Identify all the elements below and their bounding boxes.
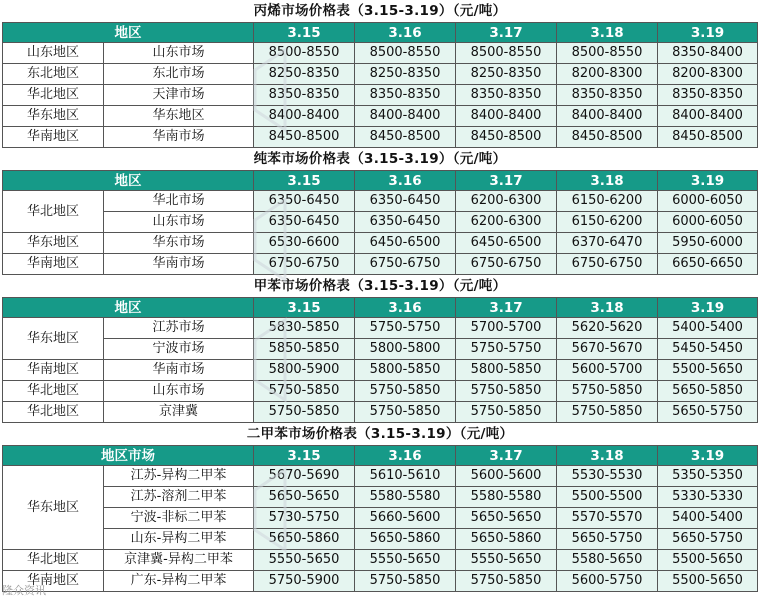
region-cell: 华北地区	[3, 402, 104, 423]
price-cell: 6200-6300	[456, 212, 557, 233]
column-header-date: 3.16	[355, 23, 456, 43]
region-cell: 华北地区	[3, 550, 104, 571]
price-cell: 5800-5850	[456, 360, 557, 381]
table-row	[3, 191, 758, 212]
market-cell: 江苏市场	[104, 318, 254, 339]
price-cell: 8350-8350	[658, 85, 758, 106]
benzene-title-row	[3, 148, 758, 171]
column-header-date: 3.15	[254, 23, 355, 43]
market-cell: 华东地区	[104, 106, 254, 127]
toluene-title-row	[3, 275, 758, 298]
price-cell: 5750-5850	[557, 402, 658, 423]
market-cell: 宁波市场	[104, 339, 254, 360]
benzene-table-title: 纯苯市场价格表（3.15-3.19）（元/吨）	[253, 151, 507, 167]
price-cell: 5750-5850	[355, 381, 456, 402]
market-cell: 山东-异构二甲苯	[104, 529, 254, 550]
price-cell: 6750-6750	[254, 254, 355, 275]
price-cell: 6350-6450	[355, 191, 456, 212]
table-row	[3, 360, 758, 381]
price-cell: 5750-5850	[355, 571, 456, 592]
price-table-body	[3, 0, 758, 592]
price-cell: 5610-5610	[355, 466, 456, 487]
region-cell: 华东地区	[3, 318, 104, 360]
price-cell: 5750-5850	[456, 381, 557, 402]
price-cell: 5530-5530	[557, 466, 658, 487]
column-header-region: 地区	[3, 23, 254, 43]
price-cell: 8350-8350	[456, 85, 557, 106]
price-cell: 8400-8400	[355, 106, 456, 127]
market-cell: 广东-异构二甲苯	[104, 571, 254, 592]
table-row	[3, 466, 758, 487]
price-cell: 5600-5700	[557, 360, 658, 381]
price-cell: 6150-6200	[557, 191, 658, 212]
market-cell: 京津冀-异构二甲苯	[104, 550, 254, 571]
price-cell: 5580-5580	[355, 487, 456, 508]
price-cell: 5650-5750	[557, 529, 658, 550]
price-cell: 5550-5650	[456, 550, 557, 571]
price-cell: 6530-6600	[254, 233, 355, 254]
column-header-date: 3.17	[456, 446, 557, 466]
price-cell: 8500-8550	[557, 43, 658, 64]
price-cell: 5750-5850	[254, 381, 355, 402]
column-header-date: 3.19	[658, 23, 758, 43]
price-cell: 8200-8300	[557, 64, 658, 85]
price-cell: 6650-6650	[658, 254, 758, 275]
price-cell: 8250-8350	[254, 64, 355, 85]
price-cell: 5750-5850	[456, 571, 557, 592]
table-row	[3, 402, 758, 423]
table-row	[3, 487, 758, 508]
market-cell: 江苏-异构二甲苯	[104, 466, 254, 487]
price-cell: 5500-5650	[658, 360, 758, 381]
price-cell: 6000-6050	[658, 212, 758, 233]
xylene-header-row	[3, 446, 758, 466]
table-row	[3, 64, 758, 85]
price-cell: 8450-8500	[557, 127, 658, 148]
market-cell: 华北市场	[104, 191, 254, 212]
column-header-date: 3.15	[254, 171, 355, 191]
table-row	[3, 233, 758, 254]
price-cell: 6450-6500	[456, 233, 557, 254]
table-row	[3, 339, 758, 360]
price-cell: 6200-6300	[456, 191, 557, 212]
price-cell: 5700-5700	[456, 318, 557, 339]
price-cell: 5650-5750	[658, 402, 758, 423]
price-cell: 5800-5850	[355, 360, 456, 381]
price-cell: 6350-6450	[254, 191, 355, 212]
table-row	[3, 529, 758, 550]
price-cell: 5750-5850	[355, 402, 456, 423]
region-cell: 华南地区	[3, 254, 104, 275]
region-cell: 华南地区	[3, 360, 104, 381]
column-header-date: 3.16	[355, 298, 456, 318]
market-cell: 山东市场	[104, 43, 254, 64]
price-cell: 8450-8500	[658, 127, 758, 148]
price-cell: 8350-8400	[658, 43, 758, 64]
price-cell: 6350-6450	[254, 212, 355, 233]
market-cell: 山东市场	[104, 381, 254, 402]
market-cell: 京津冀	[104, 402, 254, 423]
table-row	[3, 381, 758, 402]
price-cell: 5650-5860	[254, 529, 355, 550]
price-cell: 8450-8500	[355, 127, 456, 148]
price-cell: 5730-5750	[254, 508, 355, 529]
price-cell: 6350-6450	[355, 212, 456, 233]
market-cell: 华南市场	[104, 360, 254, 381]
price-cell: 5650-5860	[355, 529, 456, 550]
price-cell: 5580-5650	[557, 550, 658, 571]
region-cell: 华北地区	[3, 191, 104, 233]
column-header-date: 3.18	[557, 23, 658, 43]
market-cell: 山东市场	[104, 212, 254, 233]
table-row	[3, 43, 758, 64]
price-cell: 5850-5850	[254, 339, 355, 360]
column-header-date: 3.18	[557, 171, 658, 191]
price-cell: 5400-5400	[658, 508, 758, 529]
price-cell: 5830-5850	[254, 318, 355, 339]
column-header-date: 3.19	[658, 446, 758, 466]
column-header-date: 3.17	[456, 298, 557, 318]
price-cell: 5650-5750	[658, 529, 758, 550]
column-header-date: 3.19	[658, 298, 758, 318]
price-cell: 8350-8350	[254, 85, 355, 106]
xylene-title-row	[3, 423, 758, 446]
price-tables	[2, 0, 758, 592]
table-row	[3, 212, 758, 233]
region-cell: 华东地区	[3, 106, 104, 127]
price-cell: 5350-5350	[658, 466, 758, 487]
price-cell: 8450-8500	[456, 127, 557, 148]
market-cell: 东北市场	[104, 64, 254, 85]
price-cell: 5650-5850	[658, 381, 758, 402]
price-cell: 5750-5850	[456, 402, 557, 423]
price-cell: 5670-5690	[254, 466, 355, 487]
price-cell: 5580-5580	[456, 487, 557, 508]
region-cell: 华南地区	[3, 127, 104, 148]
price-cell: 5600-5600	[456, 466, 557, 487]
column-header-date: 3.19	[658, 171, 758, 191]
price-cell: 5500-5650	[658, 571, 758, 592]
price-cell: 8250-8350	[355, 64, 456, 85]
price-cell: 5750-5750	[456, 339, 557, 360]
price-cell: 5670-5670	[557, 339, 658, 360]
price-cell: 5650-5650	[254, 487, 355, 508]
price-cell: 6370-6470	[557, 233, 658, 254]
table-row	[3, 318, 758, 339]
price-cell: 5950-6000	[658, 233, 758, 254]
propylene-title-row	[3, 0, 758, 23]
region-cell: 华北地区	[3, 85, 104, 106]
price-cell: 8500-8550	[355, 43, 456, 64]
table-row	[3, 127, 758, 148]
price-cell: 5550-5650	[355, 550, 456, 571]
price-cell: 5800-5800	[355, 339, 456, 360]
table-row	[3, 254, 758, 275]
table-row	[3, 550, 758, 571]
market-cell: 华南市场	[104, 254, 254, 275]
price-cell: 5330-5330	[658, 487, 758, 508]
toluene-header-row	[3, 298, 758, 318]
price-cell: 8350-8350	[557, 85, 658, 106]
price-cell: 8250-8350	[456, 64, 557, 85]
column-header-date: 3.16	[355, 171, 456, 191]
column-header-region: 地区市场	[3, 446, 254, 466]
price-cell: 5620-5620	[557, 318, 658, 339]
propylene-header-row	[3, 23, 758, 43]
price-cell: 8450-8500	[254, 127, 355, 148]
region-cell: 山东地区	[3, 43, 104, 64]
benzene-header-row	[3, 171, 758, 191]
price-cell: 8400-8400	[254, 106, 355, 127]
market-cell: 华南市场	[104, 127, 254, 148]
price-cell: 5750-5850	[557, 381, 658, 402]
table-row	[3, 508, 758, 529]
price-cell: 5660-5600	[355, 508, 456, 529]
price-cell: 5750-5850	[254, 402, 355, 423]
market-cell: 宁波-非标二甲苯	[104, 508, 254, 529]
price-cell: 6750-6750	[456, 254, 557, 275]
region-cell: 华东地区	[3, 466, 104, 550]
price-cell: 8200-8300	[658, 64, 758, 85]
table-row	[3, 85, 758, 106]
price-cell: 8400-8400	[456, 106, 557, 127]
price-cell: 8500-8550	[254, 43, 355, 64]
price-cell: 5750-5900	[254, 571, 355, 592]
xylene-table-title: 二甲苯市场价格表（3.15-3.19）（元/吨）	[246, 426, 514, 442]
column-header-date: 3.16	[355, 446, 456, 466]
column-header-date: 3.17	[456, 171, 557, 191]
price-sheet	[2, 0, 757, 592]
corner-watermark: 隆众资讯	[2, 584, 46, 597]
price-cell: 5800-5900	[254, 360, 355, 381]
price-cell: 5400-5400	[658, 318, 758, 339]
region-cell: 东北地区	[3, 64, 104, 85]
price-cell: 8400-8400	[557, 106, 658, 127]
market-cell: 江苏-溶剂二甲苯	[104, 487, 254, 508]
column-header-region: 地区	[3, 298, 254, 318]
price-cell: 6750-6750	[355, 254, 456, 275]
price-cell: 6750-6750	[557, 254, 658, 275]
price-cell: 5650-5650	[456, 508, 557, 529]
price-cell: 6000-6050	[658, 191, 758, 212]
column-header-date: 3.18	[557, 446, 658, 466]
market-cell: 天津市场	[104, 85, 254, 106]
price-cell: 5450-5450	[658, 339, 758, 360]
column-header-date: 3.15	[254, 298, 355, 318]
column-header-date: 3.15	[254, 446, 355, 466]
price-cell: 5750-5750	[355, 318, 456, 339]
market-cell: 华东市场	[104, 233, 254, 254]
table-row	[3, 571, 758, 592]
price-cell: 5600-5750	[557, 571, 658, 592]
price-cell: 6150-6200	[557, 212, 658, 233]
price-cell: 8350-8350	[355, 85, 456, 106]
price-cell: 5650-5860	[456, 529, 557, 550]
toluene-table-title: 甲苯市场价格表（3.15-3.19）（元/吨）	[253, 278, 507, 294]
price-cell: 5500-5650	[658, 550, 758, 571]
price-cell: 5550-5650	[254, 550, 355, 571]
column-header-date: 3.18	[557, 298, 658, 318]
propylene-table-title: 丙烯市场价格表（3.15-3.19）（元/吨）	[253, 3, 507, 19]
price-cell: 5570-5570	[557, 508, 658, 529]
price-cell: 6450-6500	[355, 233, 456, 254]
price-cell: 8500-8550	[456, 43, 557, 64]
region-cell: 华北地区	[3, 381, 104, 402]
column-header-date: 3.17	[456, 23, 557, 43]
column-header-region: 地区	[3, 171, 254, 191]
table-row	[3, 106, 758, 127]
price-cell: 5500-5500	[557, 487, 658, 508]
region-cell: 华南地区	[3, 571, 104, 592]
price-cell: 8400-8400	[658, 106, 758, 127]
region-cell: 华东地区	[3, 233, 104, 254]
